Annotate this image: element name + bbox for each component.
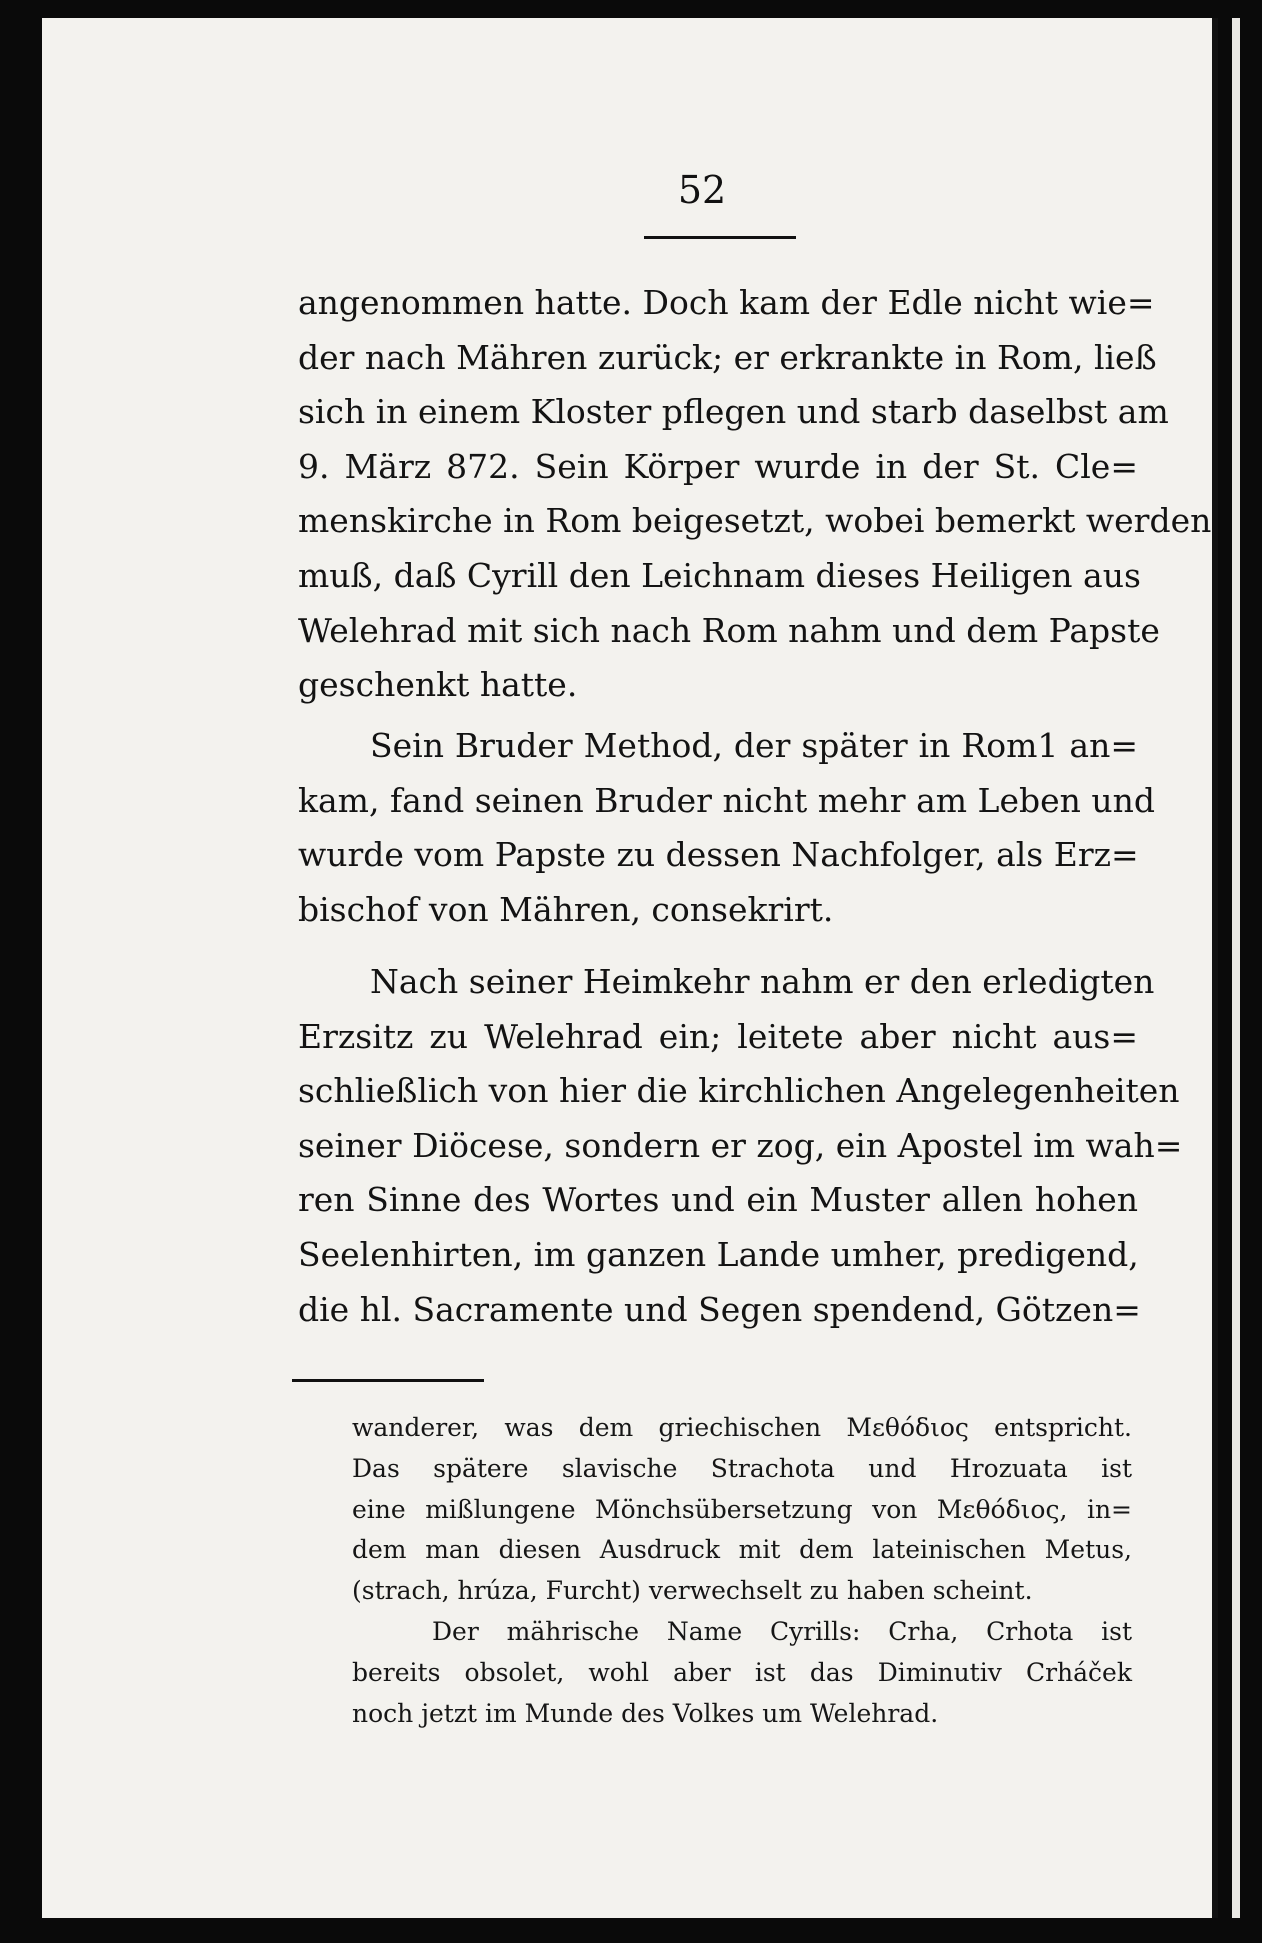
paragraph xyxy=(298,276,1212,713)
text-line: seiner Diöcese, sondern er zog, ein Apostel im wah= xyxy=(298,1125,1183,1165)
footnote-line: eine mißlungene Mönchsübersetzung von Μεθόδιος, in= xyxy=(352,1494,1132,1524)
footnote-rule xyxy=(292,1379,484,1382)
paragraph xyxy=(298,719,1156,937)
text-line: muß, daß Cyrill den Leichnam dieses Heiligen aus xyxy=(298,555,1141,595)
footnote-line: dem man diesen Ausdruck mit dem lateinischen Metus, xyxy=(352,1535,1132,1565)
text-line: ren Sinne des Wortes und ein Muster allen hohen xyxy=(298,1180,1138,1220)
text-line: kam, fand seinen Bruder nicht mehr am Leben und xyxy=(298,780,1156,820)
paragraph xyxy=(298,955,1183,1337)
page-edge xyxy=(1232,18,1240,1918)
footnote-line: bereits obsolet, wohl aber ist das Diminutiv Crháček xyxy=(352,1657,1132,1687)
header-rule xyxy=(644,236,796,239)
footnote-line: (strach, hrúza, Furcht) verwechselt zu haben scheint. xyxy=(352,1576,1033,1606)
footnote-line: Der mährische Name Cyrills: Crha, Crhota ist xyxy=(432,1617,1132,1646)
text-line: Welehrad mit sich nach Rom nahm und dem Papste xyxy=(298,610,1160,650)
text-line: wurde vom Papste zu dessen Nachfolger, als Erz= xyxy=(298,835,1139,875)
text-line: Erzsitz zu Welehrad ein; leitete aber nicht aus= xyxy=(298,1016,1138,1056)
text-line: menskirche in Rom beigesetzt, wobei bemerkt werden xyxy=(298,501,1212,541)
book-page xyxy=(42,18,1218,1918)
text-line: Nach seiner Heimkehr nahm er den erledigten xyxy=(370,962,1155,1001)
text-line: bischof von Mähren, consekrirt. xyxy=(298,889,834,929)
footnote-line: Das spätere slavische Strachota und Hrozuata ist xyxy=(352,1453,1132,1483)
footnote xyxy=(352,1612,1132,1734)
page-number: 52 xyxy=(677,168,727,212)
footnote xyxy=(352,1408,1132,1612)
text-line: schließlich von hier die kirchlichen Angelegenheiten xyxy=(298,1071,1180,1111)
footnote-line: noch jetzt im Munde des Volkes um Welehrad. xyxy=(352,1698,939,1728)
text-line: der nach Mähren zurück; er erkrankte in Rom, ließ xyxy=(298,337,1157,377)
footnote-line: wanderer, was dem griechischen Μεθόδιος entspricht. xyxy=(352,1413,1132,1442)
text-line: angenommen hatte. Doch kam der Edle nicht wie= xyxy=(298,283,1155,322)
text-line: geschenkt hatte. xyxy=(298,665,578,705)
text-line: 9. März 872. Sein Körper wurde in der St. Cle= xyxy=(298,446,1138,486)
text-line: sich in einem Kloster pflegen und starb daselbst am xyxy=(298,392,1169,432)
text-line: Sein Bruder Method, der später in Rom1 an= xyxy=(370,726,1138,765)
text-line: die hl. Sacramente und Segen spendend, Götzen= xyxy=(298,1289,1141,1329)
text-line: Seelenhirten, im ganzen Lande umher, predigend, xyxy=(298,1234,1139,1274)
